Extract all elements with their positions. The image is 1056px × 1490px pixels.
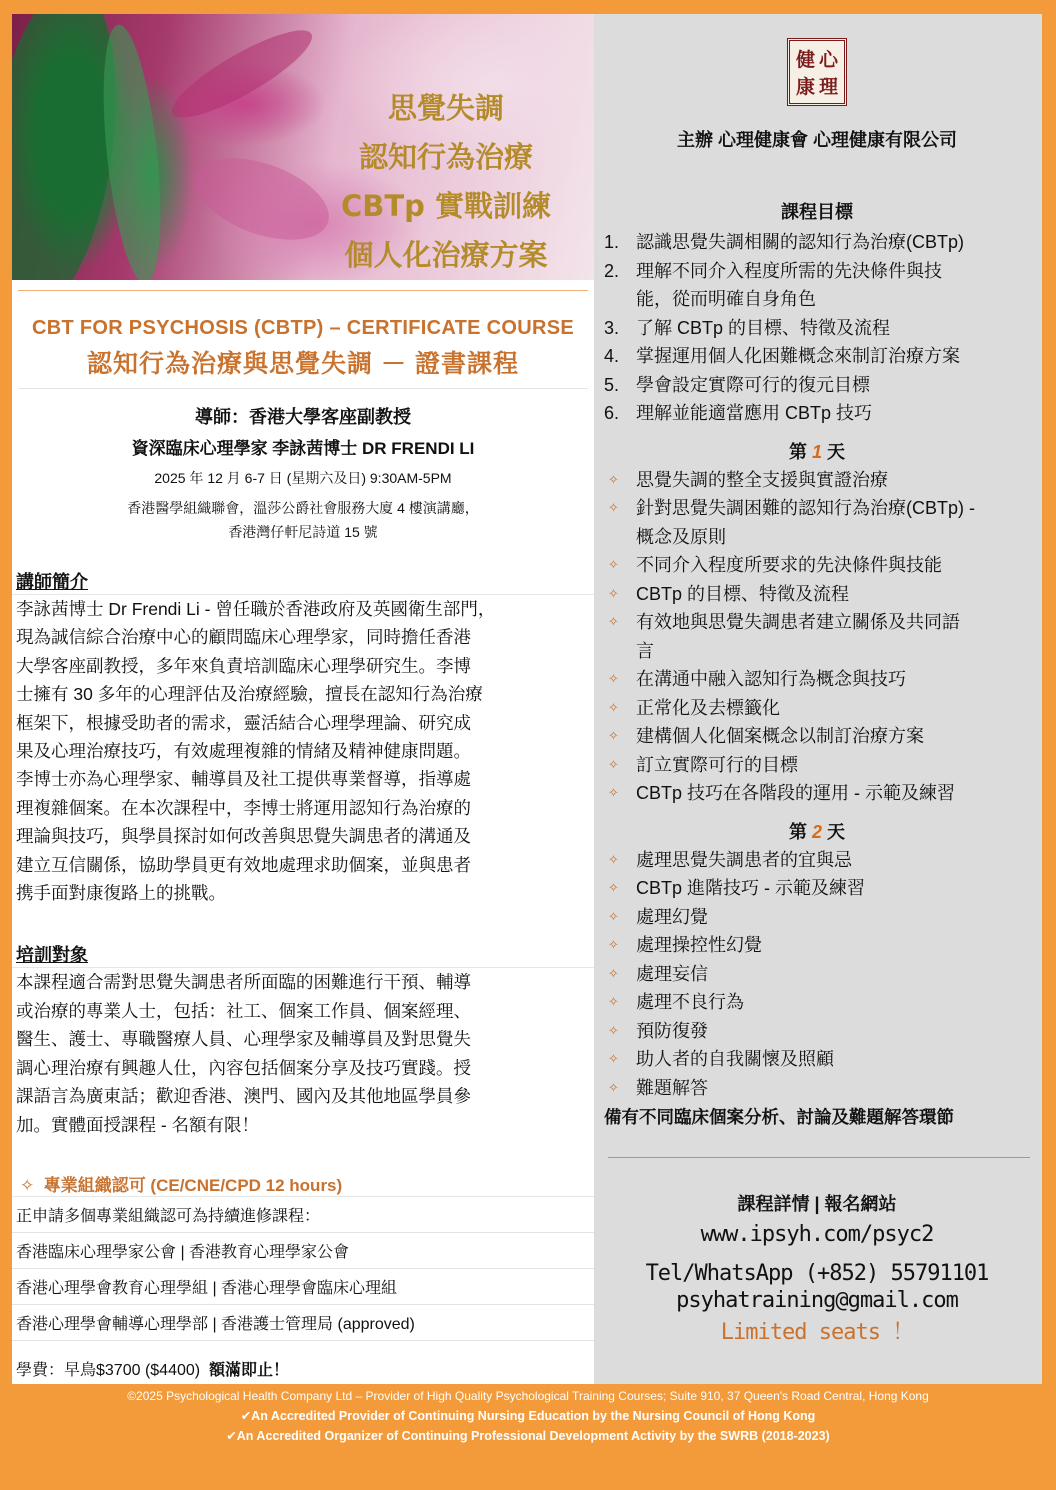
accreditation-heading — [20, 1171, 594, 1196]
venue-line: 香港灣仔軒尼詩道 15 號 — [228, 524, 378, 540]
hero-title — [316, 84, 576, 280]
divider — [18, 388, 588, 389]
audience-line: 本課程適合需對思覺失調患者所面臨的困難進行干預、輔導 — [16, 972, 471, 993]
bio-line: 框架下，根據受助者的需求，靈活結合心理學理論、研究成 — [16, 712, 471, 733]
day2-item — [604, 931, 1030, 960]
bio-line: 果及心理治療技巧，有效處理複雜的情緒及精神健康問題。 — [16, 741, 471, 762]
day2-item — [604, 903, 1030, 932]
bio-line: 現為誠信綜合治療中心的顧問臨床心理學家，同時擔任香港 — [16, 627, 471, 648]
sparkle-icon: ✧ — [608, 908, 619, 924]
day1-item-text — [636, 580, 849, 609]
sparkle-icon: ✧ — [608, 1079, 619, 1095]
day2-item-text — [636, 846, 852, 875]
day1-item-text — [636, 608, 960, 665]
day1-item-line: 訂立實際可行的目標 — [636, 754, 798, 775]
sparkle-icon: ✧ — [608, 500, 619, 515]
day2-list — [604, 846, 1030, 1103]
day1-item — [604, 779, 1030, 808]
goal-number: 4. — [604, 346, 620, 366]
sparkle-icon: ✧ — [608, 785, 619, 800]
day1-item — [604, 551, 1030, 580]
goal-item — [604, 342, 1030, 371]
audience-line: 課語言為廣東話；歡迎香港、澳門、國內及其他地區學員參 — [16, 1086, 471, 1107]
goals-heading: 課程目標 — [781, 202, 853, 222]
goal-text-line: 掌握運用個人化困難概念來制訂治療方案 — [636, 346, 960, 366]
day-label: 天 — [827, 441, 846, 462]
course-venue — [12, 496, 594, 544]
sparkle-icon: ✧ — [608, 728, 619, 743]
audience-line: 調心理治療有興趣人仕，內容包括個案分享及技巧實踐。授 — [16, 1057, 471, 1078]
day2-item-text — [636, 988, 744, 1017]
sparkle-icon: ✧ — [608, 937, 619, 952]
day1-item-line: 概念及原則 — [636, 526, 726, 547]
day2-item — [604, 874, 1030, 903]
sparkle-icon: ✧ — [608, 557, 619, 572]
goal-item — [604, 228, 1030, 257]
day1-item — [604, 608, 1030, 665]
goal-text — [636, 342, 960, 371]
day2-item-text — [636, 931, 762, 960]
day2-item-line: 難題解答 — [636, 1077, 708, 1098]
goal-number: 1. — [604, 232, 620, 252]
hero-title-line: 思覺失調 — [387, 91, 504, 125]
fee-text: 學費：早鳥$3700 ($4400) — [16, 1362, 201, 1379]
sparkle-icon: ✧ — [608, 585, 619, 601]
accreditation-row: 香港臨床心理學家公會 | 香港教育心理學家公會 — [12, 1233, 594, 1269]
goal-text — [636, 228, 964, 257]
audience-line: 或治療的專業人士，包括：社工、個案工作員、個案經理、 — [16, 1000, 471, 1021]
day2-item-text — [636, 874, 865, 903]
day2-item-text — [636, 1074, 708, 1103]
day1-item-text — [636, 694, 780, 723]
fee — [12, 1357, 293, 1380]
day1-item-text — [636, 494, 975, 551]
divider — [18, 290, 588, 291]
goal-text — [636, 257, 942, 314]
accreditation-row: 正申請多個專業組織認可為持續進修課程： — [12, 1197, 594, 1233]
day1-item — [604, 665, 1030, 694]
organizer: 主辦 心理健康會 心理健康有限公司 — [676, 130, 957, 150]
day1-item-text — [636, 665, 906, 694]
bio-text — [12, 595, 594, 907]
day1-item — [604, 580, 1030, 609]
day-label: 天 — [827, 821, 846, 842]
instructor-title: 導師：香港大學客座副教授 — [195, 407, 411, 427]
sparkle-icon: ✧ — [608, 1051, 619, 1066]
accreditation-row: 香港心理學會輔導心理學部 | 香港護士管理局 (approved) — [12, 1305, 594, 1341]
goal-text-line: 了解 CBTp 的目標、特徵及流程 — [636, 317, 891, 338]
day2-item-line: 處理思覺失調患者的宜與忌 — [636, 849, 852, 870]
footer-copyright: ©2025 Psychological Health Company Ltd – Provider of High Quality Psychological Training Courses; Suite 910, 37 Queen's Road Central, Hong Kong — [127, 1389, 929, 1403]
day2-item-line: 預防復發 — [636, 1020, 708, 1041]
sparkle-icon: ✧ — [608, 699, 619, 715]
goal-item — [604, 371, 1030, 400]
day1-item-text — [636, 466, 888, 495]
course-title-en: CBT FOR PSYCHOSIS (CBTP) – CERTIFICATE COURSE — [31, 317, 575, 339]
goal-text-line: 能，從而明確自身角色 — [636, 289, 816, 309]
right-column — [594, 14, 1042, 1384]
sparkle-icon: ✧ — [608, 471, 619, 487]
goal-item — [604, 399, 1030, 428]
logo — [787, 38, 847, 106]
goal-number: 3. — [604, 317, 620, 338]
day2-item-text — [636, 960, 708, 989]
audience-line: 醫生、護士、專職醫療人員、心理學家及輔導員及對思覺失 — [16, 1029, 471, 1050]
day-number: 1 — [811, 441, 822, 462]
goal-text — [636, 314, 890, 343]
day1-item-line: 針對思覺失調困難的認知行為治療(CBTp) - — [636, 498, 975, 518]
goal-text-line: 理解並能適當應用 CBTp 技巧 — [636, 403, 873, 423]
sparkle-icon: ✧ — [608, 851, 619, 867]
accreditation-row: 香港心理學會教育心理學組 | 香港心理學會臨床心理組 — [12, 1269, 594, 1305]
audience-text — [12, 968, 594, 1138]
day2-item — [604, 1045, 1030, 1074]
venue-line: 香港醫學組織聯會，溫莎公爵社會服務大廈 4 樓演講廳， — [127, 500, 479, 516]
bio-line: 建立互信關係，協助學員更有效地處理求助個案，並與患者 — [16, 854, 471, 875]
hero-title-line: CBTp 實戰訓練 — [340, 189, 552, 223]
bio-line: 李博士亦為心理學家、輔導員及社工提供專業督導，指導處 — [16, 769, 471, 790]
bio-section — [12, 568, 594, 595]
bio-line: 士擁有 30 多年的心理評估及治療經驗，擅長在認知行為治療 — [16, 684, 483, 705]
left-column — [12, 14, 594, 1384]
sparkle-icon: ✧ — [608, 1022, 619, 1038]
audience-section — [12, 941, 594, 968]
goal-text — [636, 399, 872, 428]
logo-char: 理 — [818, 77, 838, 98]
day2-item-line: 處理幻覺 — [636, 906, 708, 927]
day1-item-line: CBTp 技巧在各階段的運用 - 示範及練習 — [636, 783, 956, 803]
day1-item-line: 思覺失調的整全支援與實證治療 — [636, 469, 888, 490]
contact-label: 課程詳情 | 報名網站 — [737, 1194, 897, 1214]
divider — [608, 1157, 1030, 1158]
goal-item — [604, 257, 1030, 314]
goal-text-line: 學會設定實際可行的復元目標 — [636, 374, 870, 395]
day1-item-line: 建構個人化個案概念以制訂治療方案 — [636, 726, 924, 746]
goal-item — [604, 314, 1030, 343]
day2-item-line: 處理操控性幻覺 — [636, 935, 762, 955]
day2-item-line: 助人者的自我關懷及照顧 — [636, 1049, 834, 1069]
hero-title-line: 認知行為治療 — [358, 140, 533, 174]
bio-line: 理論與技巧，與學員探討如何改善與思覺失調患者的溝通及 — [16, 826, 471, 847]
hero-title-line: 個人化治療方案 — [344, 238, 548, 272]
day1-item-line: CBTp 的目標、特徵及流程 — [636, 583, 850, 604]
footer-accreditation: ✔An Accredited Provider of Continuing Nursing Education by the Nursing Council of Hong Kong — [240, 1409, 816, 1423]
day1-item-text — [636, 779, 955, 808]
goals-list — [604, 228, 1030, 428]
day1-item — [604, 694, 1030, 723]
bio-line: 大學客座副教授，多年來負責培訓臨床心理學研究生。李博 — [16, 655, 471, 676]
hero-image — [12, 14, 594, 280]
accreditation-heading-text: 專業組織認可 (CE/CNE/CPD 12 hours) — [43, 1175, 343, 1195]
sparkle-icon: ✧ — [608, 614, 619, 629]
audience-heading: 培訓對象 — [16, 945, 88, 966]
limited-seats: Limited seats ！ — [720, 1320, 914, 1345]
day2-item-text — [636, 903, 708, 932]
day-number: 2 — [811, 821, 822, 842]
day1-item — [604, 466, 1030, 495]
logo-char: 心 — [818, 50, 838, 71]
logo-char: 康 — [795, 77, 815, 98]
day2-item — [604, 1017, 1030, 1046]
day2-item-line: 處理妄信 — [636, 963, 708, 984]
day1-item-line: 在溝通中融入認知行為概念與技巧 — [636, 669, 906, 689]
fee-emphasis: 額滿即止！ — [208, 1362, 289, 1379]
course-date: 2025 年 12 月 6-7 日 (星期六及日) 9:30AM-5PM — [154, 470, 452, 486]
day2-item-line: 處理不良行為 — [636, 992, 744, 1012]
accreditation-section — [12, 1171, 594, 1197]
goal-text-line: 認識思覺失調相關的認知行為治療(CBTp) — [636, 232, 964, 252]
goal-number: 2. — [604, 260, 620, 281]
goal-text — [636, 371, 870, 400]
day1-item-text — [636, 751, 798, 780]
sparkle-icon: ✧ — [20, 1175, 35, 1195]
goal-number: 6. — [604, 403, 620, 423]
day2-item-text — [636, 1045, 834, 1074]
day1-item — [604, 494, 1030, 551]
flyer-page — [12, 14, 1042, 1384]
bio-line: 李詠茜博士 Dr Frendi Li - 曾任職於香港政府及英國衛生部門， — [16, 599, 496, 619]
day1-item-line: 不同介入程度所要求的先決條件與技能 — [636, 555, 942, 575]
day2-item — [604, 1074, 1030, 1103]
day1-list — [604, 466, 1030, 808]
instructor-name: 資深臨床心理學家 李詠茜博士 DR FRENDI LI — [131, 439, 475, 458]
day-label: 第 — [788, 821, 807, 842]
day1-item-text — [636, 722, 924, 751]
day1-item-text — [636, 551, 942, 580]
footer — [0, 1386, 1056, 1446]
day2-item-line: CBTp 進階技巧 - 示範及練習 — [636, 878, 866, 898]
sparkle-icon: ✧ — [608, 880, 619, 895]
bio-line: 理複雜個案。在本次課程中，李博士將運用認知行為治療的 — [16, 797, 471, 818]
footer-accreditation: ✔An Accredited Organizer of Continuing Professional Development Activity by the SWRB (2018-2023) — [226, 1429, 830, 1443]
bio-line: 携手面對康復路上的挑戰。 — [16, 883, 226, 904]
day1-item — [604, 722, 1030, 751]
day2-item — [604, 988, 1030, 1017]
phone-number: Tel/WhatsApp (+852) 55791101 — [645, 1261, 989, 1286]
email-link[interactable]: psyhatraining@gmail.com — [676, 1288, 958, 1313]
goal-text-line: 理解不同介入程度所需的先決條件與技 — [636, 260, 942, 281]
logo-char: 健 — [795, 50, 815, 71]
sparkle-icon: ✧ — [608, 671, 619, 686]
day2-item-text — [636, 1017, 708, 1046]
case-note: 備有不同臨床個案分析、討論及難題解答環節 — [604, 1107, 954, 1127]
paint-streak — [163, 17, 322, 132]
audience-line: 加。實體面授課程 - 名額有限！ — [16, 1114, 260, 1135]
day1-heading — [604, 438, 1030, 464]
day-label: 第 — [788, 441, 807, 462]
sparkle-icon: ✧ — [608, 994, 619, 1009]
day2-item — [604, 960, 1030, 989]
goal-number: 5. — [604, 374, 620, 395]
course-title-zh: 認知行為治療與思覺失調 － 證書課程 — [87, 350, 519, 378]
day2-item — [604, 846, 1030, 875]
website-link[interactable]: www.ipsyh.com/psyc2 — [700, 1222, 934, 1247]
day2-heading — [604, 818, 1030, 844]
sparkle-icon: ✧ — [608, 965, 619, 981]
day1-item — [604, 751, 1030, 780]
day1-item-line: 有效地與思覺失調患者建立關係及共同語 — [636, 612, 960, 632]
day1-item-line: 言 — [636, 640, 654, 661]
day1-item-line: 正常化及去標籤化 — [636, 697, 780, 718]
sparkle-icon: ✧ — [608, 756, 619, 772]
bio-heading: 講師簡介 — [16, 572, 88, 592]
contact — [604, 1190, 1030, 1346]
